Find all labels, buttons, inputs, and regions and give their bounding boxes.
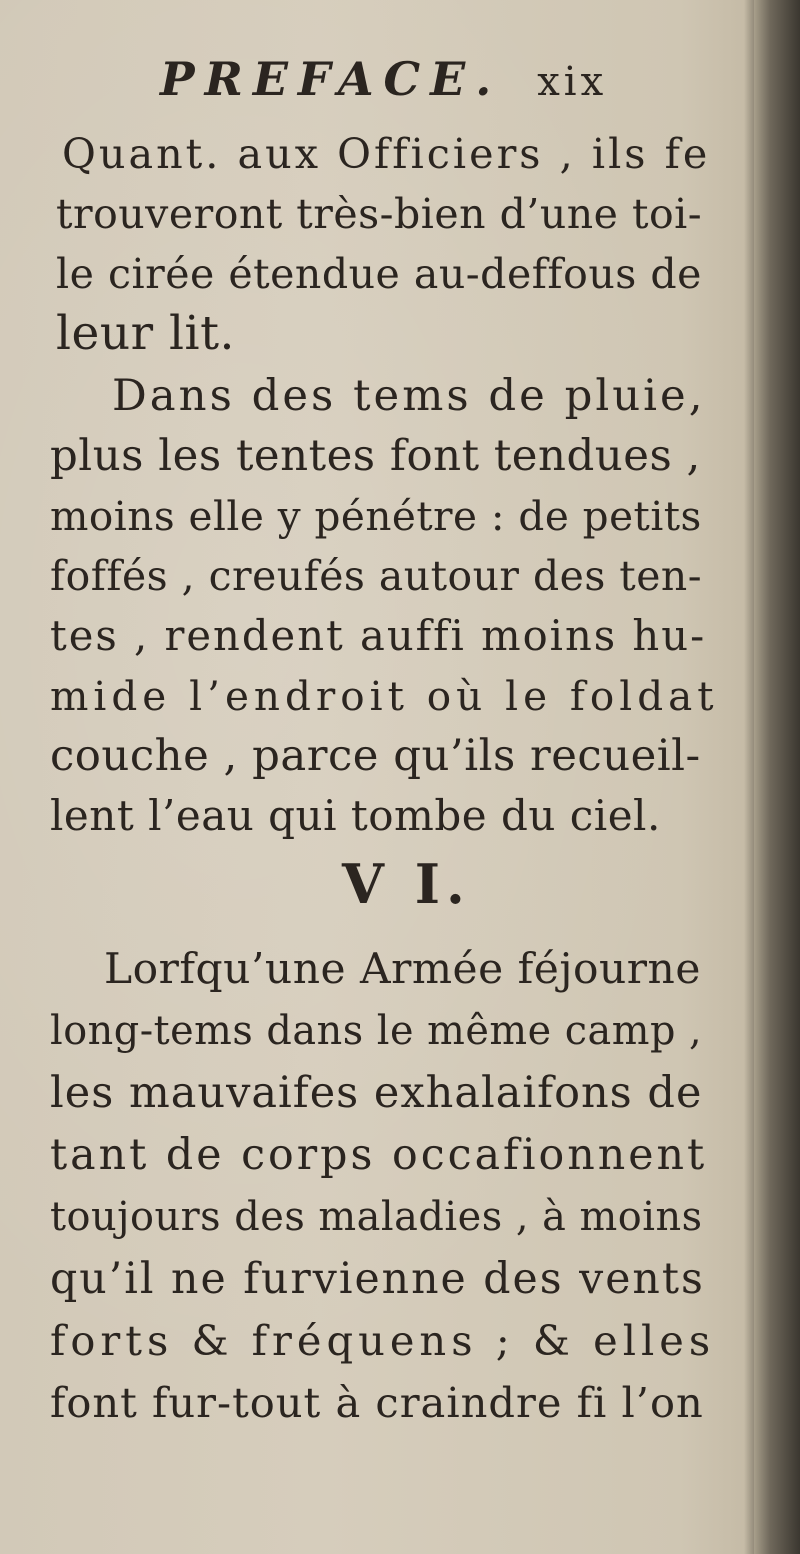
text-line: Quant. aux Officiers , ils fe [62, 130, 711, 178]
text-line: leur lit. [56, 306, 235, 361]
text-line: forts & fréquens ; & elles [50, 1316, 716, 1365]
text-line: mide l’endroit où le foldat [50, 672, 719, 720]
running-header [160, 52, 700, 106]
text-line: toujours des maladies , à moins [50, 1194, 703, 1240]
text-line: foffés , creufés autour des ten- [50, 552, 703, 600]
text-line: font fur-tout à craindre fi l’on [50, 1378, 704, 1427]
text-line: Dans des tems de pluie, [112, 371, 706, 421]
text-line: moins elle y pénétre : de petits [50, 492, 702, 540]
text-line: qu’il ne furvienne des vents [50, 1254, 705, 1304]
text-line: les mauvaifes exhalaifons de [50, 1068, 703, 1118]
text-line: couche , parce qu’ils recueil- [50, 731, 701, 781]
text-line: Lorfqu’une Armée féjourne [104, 944, 701, 993]
section-heading: V I. [342, 852, 471, 916]
header-title: PREFACE. [160, 52, 502, 106]
text-line: tant de corps occafionnent [50, 1130, 708, 1180]
book-gutter [754, 0, 800, 1554]
text-line: tes , rendent auffi moins hu- [50, 611, 707, 660]
text-line: le cirée étendue au-deffous de [56, 250, 702, 298]
text-line: plus les tentes font tendues , [50, 431, 701, 481]
page-fold-shadow [744, 0, 754, 1554]
text-line: trouveront très-bien d’une toi- [56, 190, 703, 238]
text-line: long-tems dans le même camp , [50, 1008, 703, 1054]
text-line: lent l’eau qui tombe du ciel. [50, 791, 661, 840]
page-number: xix [537, 59, 608, 105]
